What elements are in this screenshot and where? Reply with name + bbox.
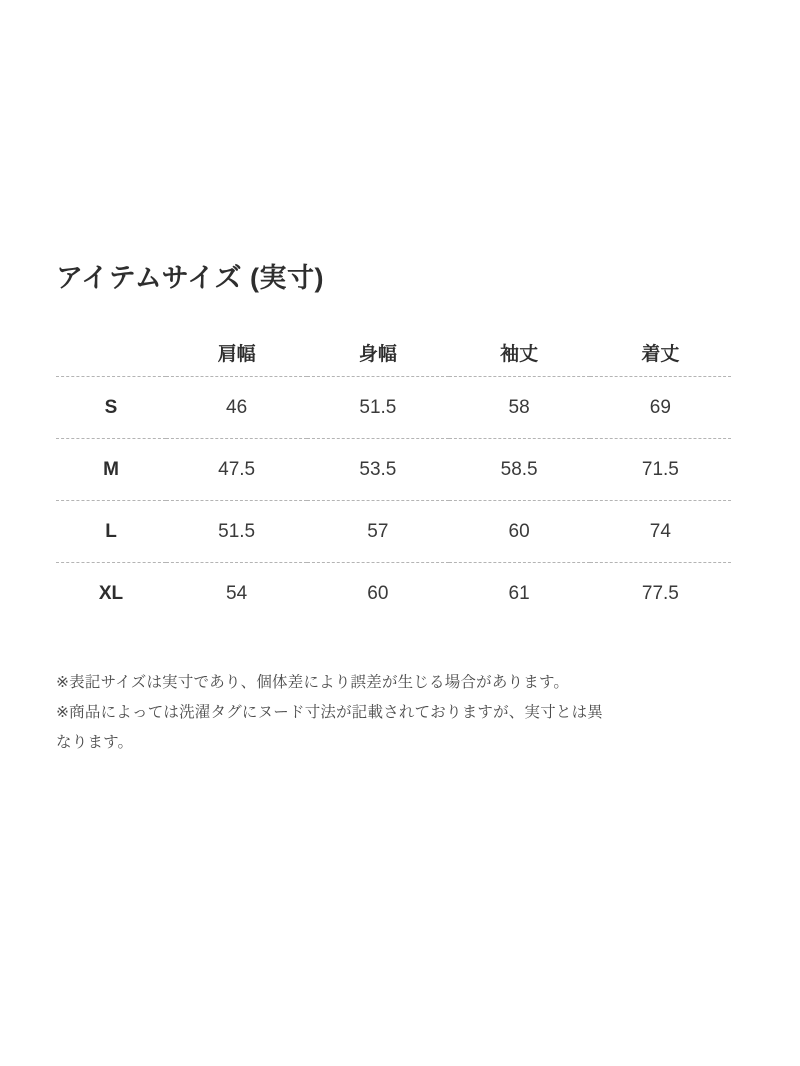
column-header-chest: 身幅 [358,343,397,365]
row-size-label: L [105,520,117,542]
cell-sleeve: 58.5 [500,458,538,480]
size-notes [56,668,746,759]
cell-length: 77.5 [641,582,679,604]
cell-sleeve: 60 [508,520,530,542]
column-header-shoulder: 肩幅 [217,343,256,365]
cell-shoulder: 51.5 [218,520,256,542]
page-title: アイテムサイズ (実寸) [56,263,325,293]
cell-sleeve: 61 [508,582,530,604]
note-line-3: なります。 [56,734,134,752]
cell-length: 74 [649,520,671,542]
cell-chest: 51.5 [359,396,397,418]
table-row [56,501,731,563]
cell-chest: 60 [367,582,389,604]
size-table-header [56,328,731,377]
cell-shoulder: 46 [226,396,248,418]
table-row [56,377,731,439]
note-line-1: ※表記サイズは実寸であり、個体差により誤差が生じる場合があります。 [56,674,570,691]
table-row [56,563,731,625]
note-line-2: ※商品によっては洗濯タグにヌード寸法が記載されておりますが、実寸とは異 [56,704,603,722]
cell-shoulder: 54 [226,582,248,604]
row-size-label: XL [98,582,124,604]
size-table [56,328,731,624]
cell-shoulder: 47.5 [218,458,256,480]
table-header-row [56,328,731,377]
table-row [56,439,731,501]
row-size-label: S [104,396,118,418]
cell-chest: 53.5 [359,458,397,480]
cell-sleeve: 58 [508,396,530,418]
cell-length: 69 [649,396,671,418]
column-header-size [56,328,166,377]
cell-length: 71.5 [641,458,679,480]
item-size-section [56,262,731,624]
cell-chest: 57 [367,520,389,542]
size-table-body [56,377,731,625]
row-size-label: M [103,458,119,480]
column-header-length: 着丈 [641,343,680,365]
column-header-sleeve: 袖丈 [500,343,539,365]
